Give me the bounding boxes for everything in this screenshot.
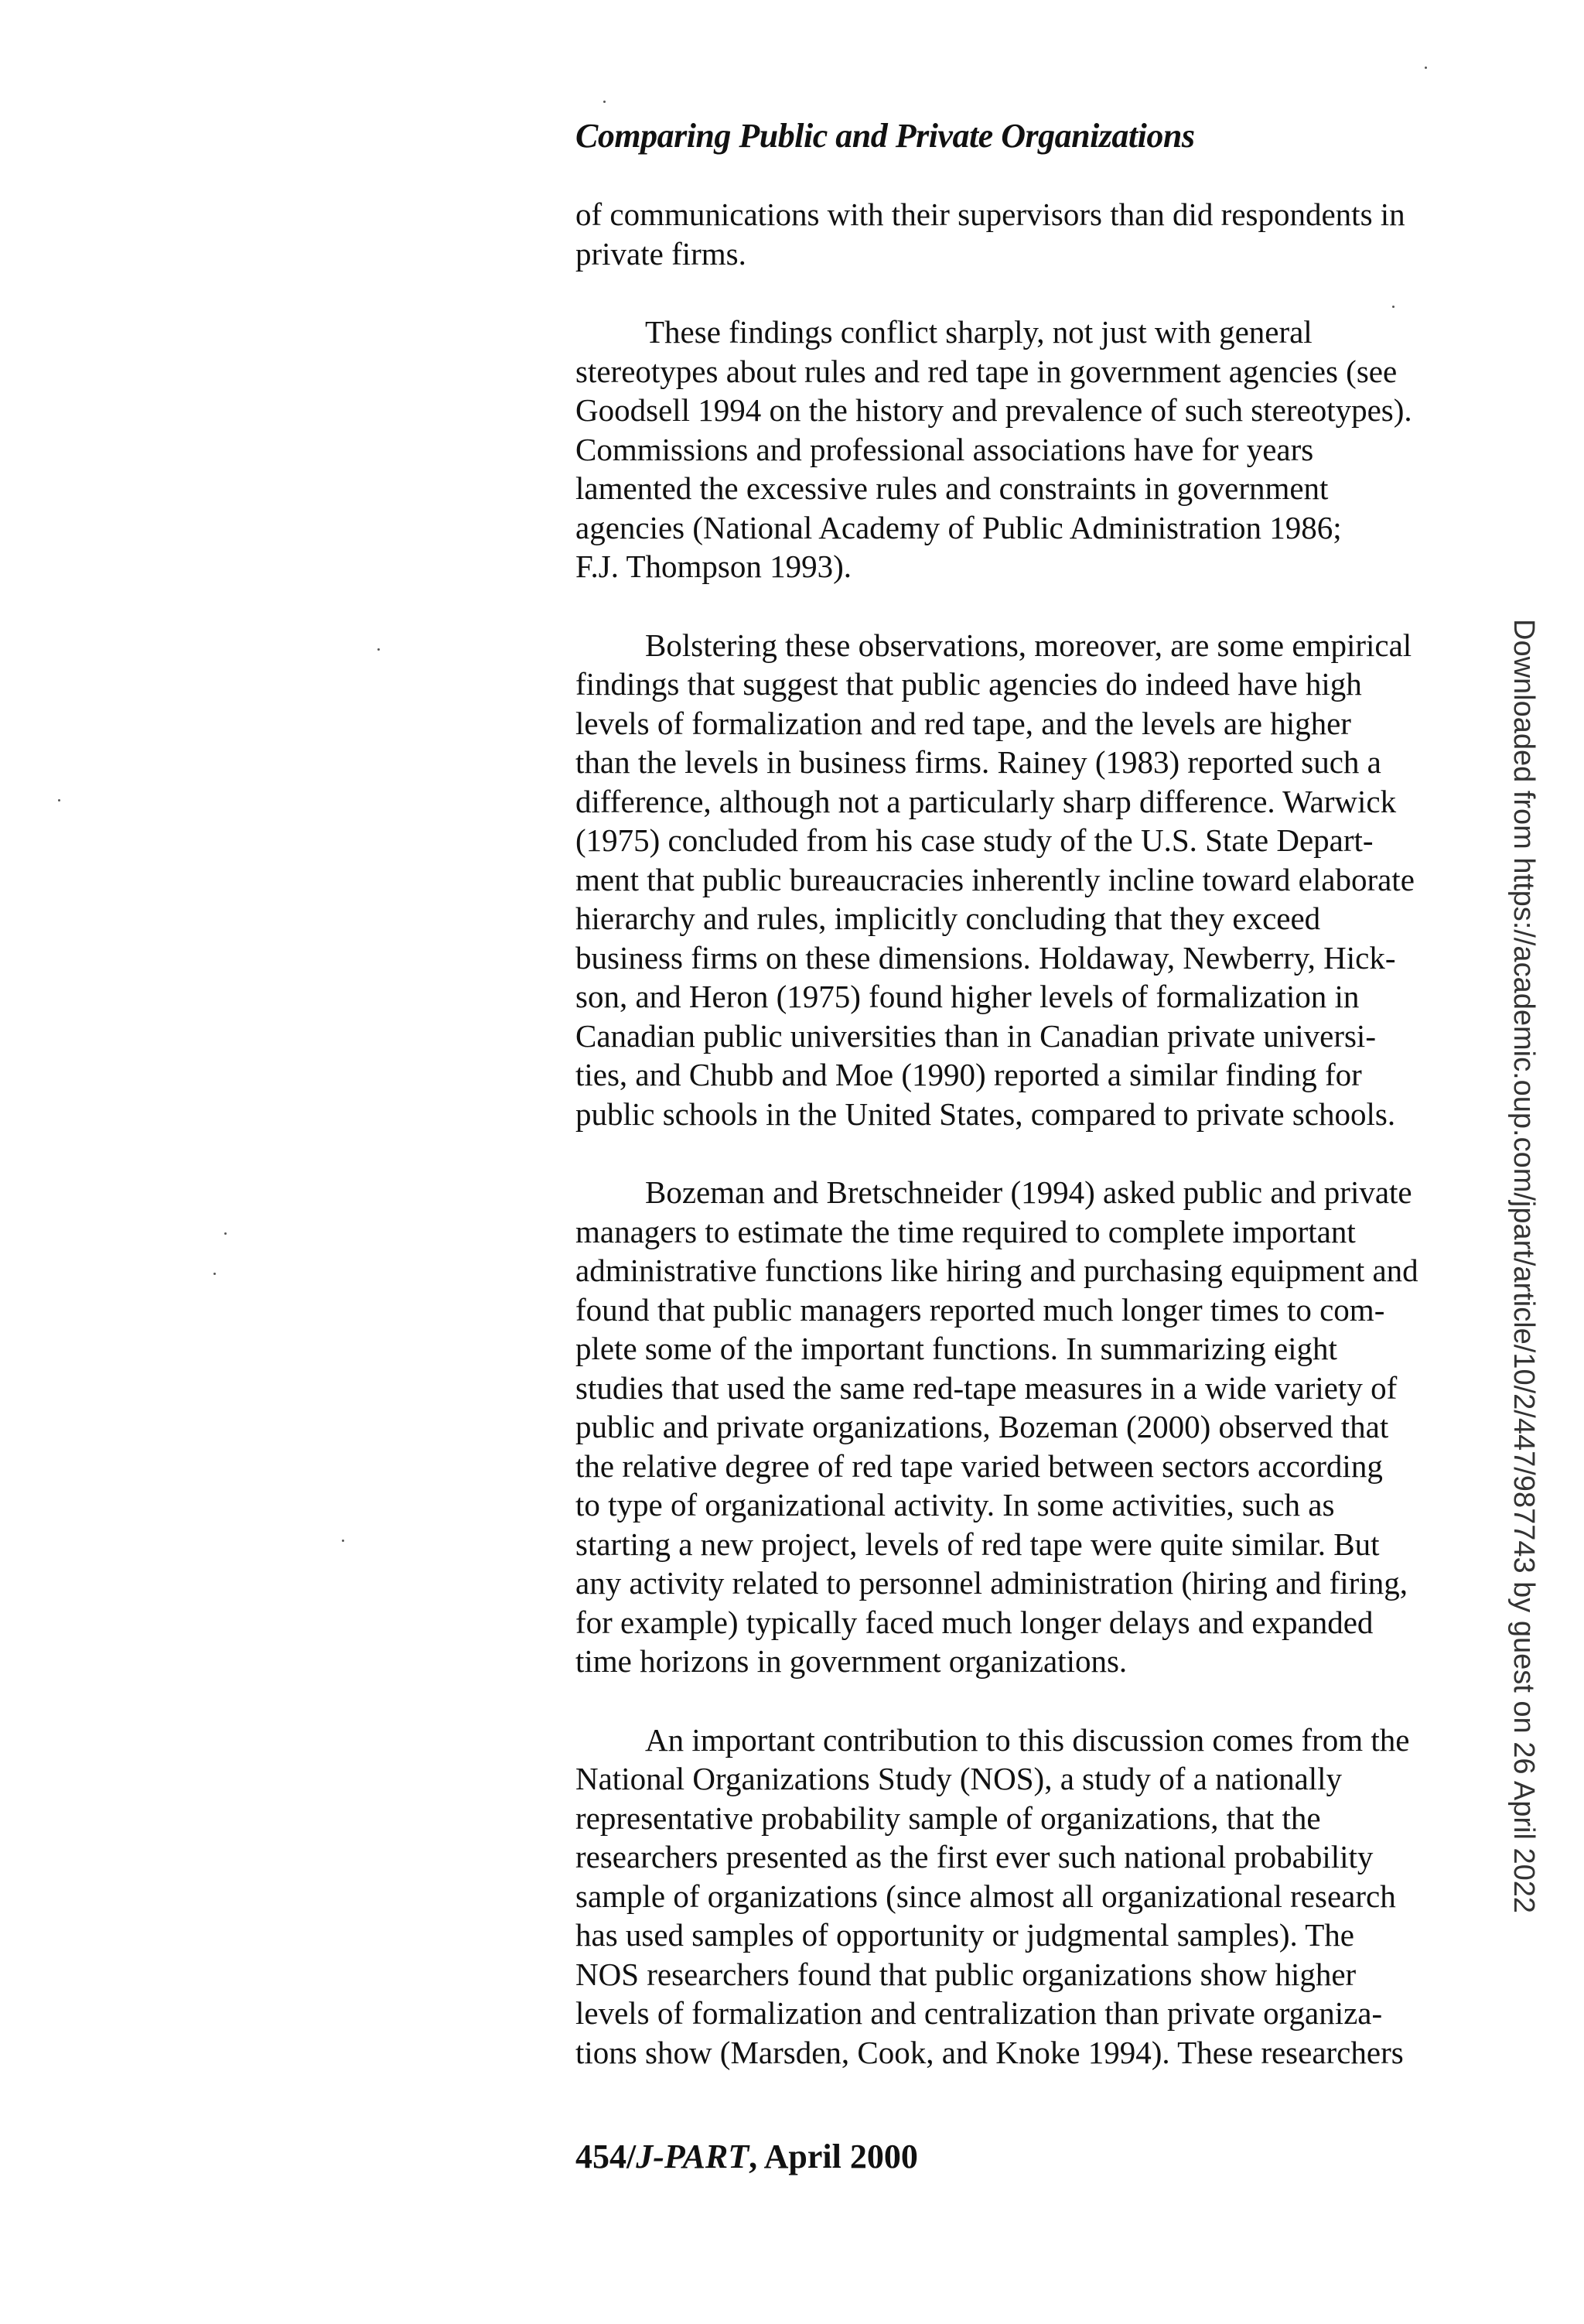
text-line: Goodsell 1994 on the history and prevalence of such stereotypes). [575, 392, 1412, 428]
scan-speck [377, 648, 380, 651]
text-line: (1975) concluded from his case study of the U.S. State Depart- [575, 822, 1374, 858]
paragraph-2 [575, 313, 1488, 586]
text-line: lamented the excessive rules and constraints in government [575, 470, 1329, 506]
scan-speck [603, 101, 606, 103]
text-line: to type of organizational activity. In some activities, such as [575, 1487, 1335, 1523]
text-line: managers to estimate the time required to complete important [575, 1213, 1356, 1249]
scan-speck [1392, 306, 1395, 308]
body-text [575, 195, 1488, 2111]
page-number: 454/ [575, 2138, 637, 2175]
text-line: son, and Heron (1975) found higher levels of formalization in [575, 979, 1360, 1014]
download-watermark: Downloaded from https://academic.oup.com/jpart/article/10/2/447/987743 by guest on 26 April 2022 [1507, 619, 1540, 1914]
paragraph-3 [575, 626, 1488, 1134]
paragraph-4 [575, 1173, 1488, 1681]
text-line: levels of formalization and red tape, and the levels are higher [575, 705, 1351, 741]
text-line: Commissions and professional associations have for years [575, 431, 1314, 467]
text-line: time horizons in government organizations. [575, 1643, 1128, 1679]
text-line: business firms on these dimensions. Holdaway, Newberry, Hick- [575, 939, 1396, 976]
text-line: stereotypes about rules and red tape in government agencies (see [575, 353, 1398, 389]
text-line: Canadian public universities than in Canadian private universi- [575, 1017, 1376, 1054]
scan-speck [342, 1540, 344, 1542]
text-line: researchers presented as the first ever such national probability [575, 1839, 1374, 1875]
text-line: Bolstering these observations, moreover, are some empirical [645, 627, 1412, 663]
text-line: studies that used the same red-tape measures in a wide variety of [575, 1369, 1398, 1406]
journal-name: J-PART [636, 2138, 749, 2175]
text-line: findings that suggest that public agencies do indeed have high [575, 666, 1362, 702]
paragraph-5 [575, 1721, 1488, 2073]
scan-speck [213, 1273, 216, 1275]
text-line: F.J. Thompson 1993). [575, 549, 852, 584]
text-line: difference, although not a particularly sharp difference. Warwick [575, 783, 1397, 819]
text-line: any activity related to personnel administration (hiring and firing, [575, 1565, 1408, 1601]
text-line: levels of formalization and centralization than private organiza- [575, 1995, 1383, 2031]
text-line: public and private organizations, Bozeman (2000) observed that [575, 1409, 1389, 1444]
text-line: administrative functions like hiring and purchasing equipment and [575, 1253, 1418, 1288]
text-line: starting a new project, levels of red tape were quite similar. But [575, 1526, 1380, 1562]
issue-date: , April 2000 [749, 2138, 918, 2175]
text-line: plete some of the important functions. In summarizing eight [575, 1331, 1337, 1366]
text-line: ment that public bureaucracies inherently incline toward elaborate [575, 861, 1415, 897]
scan-speck [1425, 67, 1427, 69]
scan-speck [58, 799, 60, 801]
scan-speck [224, 1232, 227, 1235]
text-line: has used samples of opportunity or judgmental samples). The [575, 1917, 1354, 1953]
text-line: ties, and Chubb and Moe (1990) reported a similar finding for [575, 1057, 1362, 1092]
text-line: private firms. [575, 235, 746, 272]
text-line: the relative degree of red tape varied between sectors according [575, 1447, 1383, 1484]
text-line: These findings conflict sharply, not just with general [645, 314, 1313, 350]
text-line: hierarchy and rules, implicitly concluding that they exceed [575, 901, 1321, 936]
page-footer [575, 2137, 918, 2176]
text-line: NOS researchers found that public organizations show higher [575, 1956, 1357, 1992]
text-line: for example) typically faced much longer delays and expanded [575, 1604, 1374, 1640]
text-line: public schools in the United States, compared to private schools. [575, 1095, 1396, 1132]
text-line: found that public managers reported much longer times to com- [575, 1291, 1385, 1328]
text-line: tions show (Marsden, Cook, and Knoke 1994). These researchers [575, 2034, 1404, 2070]
text-line: of communications with their supervisors than did respondents in [575, 197, 1405, 232]
running-head: Comparing Public and Private Organizations [575, 117, 1195, 155]
text-line: National Organizations Study (NOS), a study of a nationally [575, 1761, 1343, 1796]
text-line: agencies (National Academy of Public Administration 1986; [575, 509, 1342, 545]
text-line: An important contribution to this discussion comes from the [645, 1721, 1410, 1758]
paragraph-1 [575, 195, 1488, 273]
text-line: Bozeman and Bretschneider (1994) asked public and private [645, 1174, 1412, 1210]
text-line: representative probability sample of organizations, that the [575, 1799, 1321, 1836]
text-line: sample of organizations (since almost all organizational research [575, 1878, 1396, 1914]
text-line: than the levels in business firms. Rainey (1983) reported such a [575, 744, 1381, 780]
